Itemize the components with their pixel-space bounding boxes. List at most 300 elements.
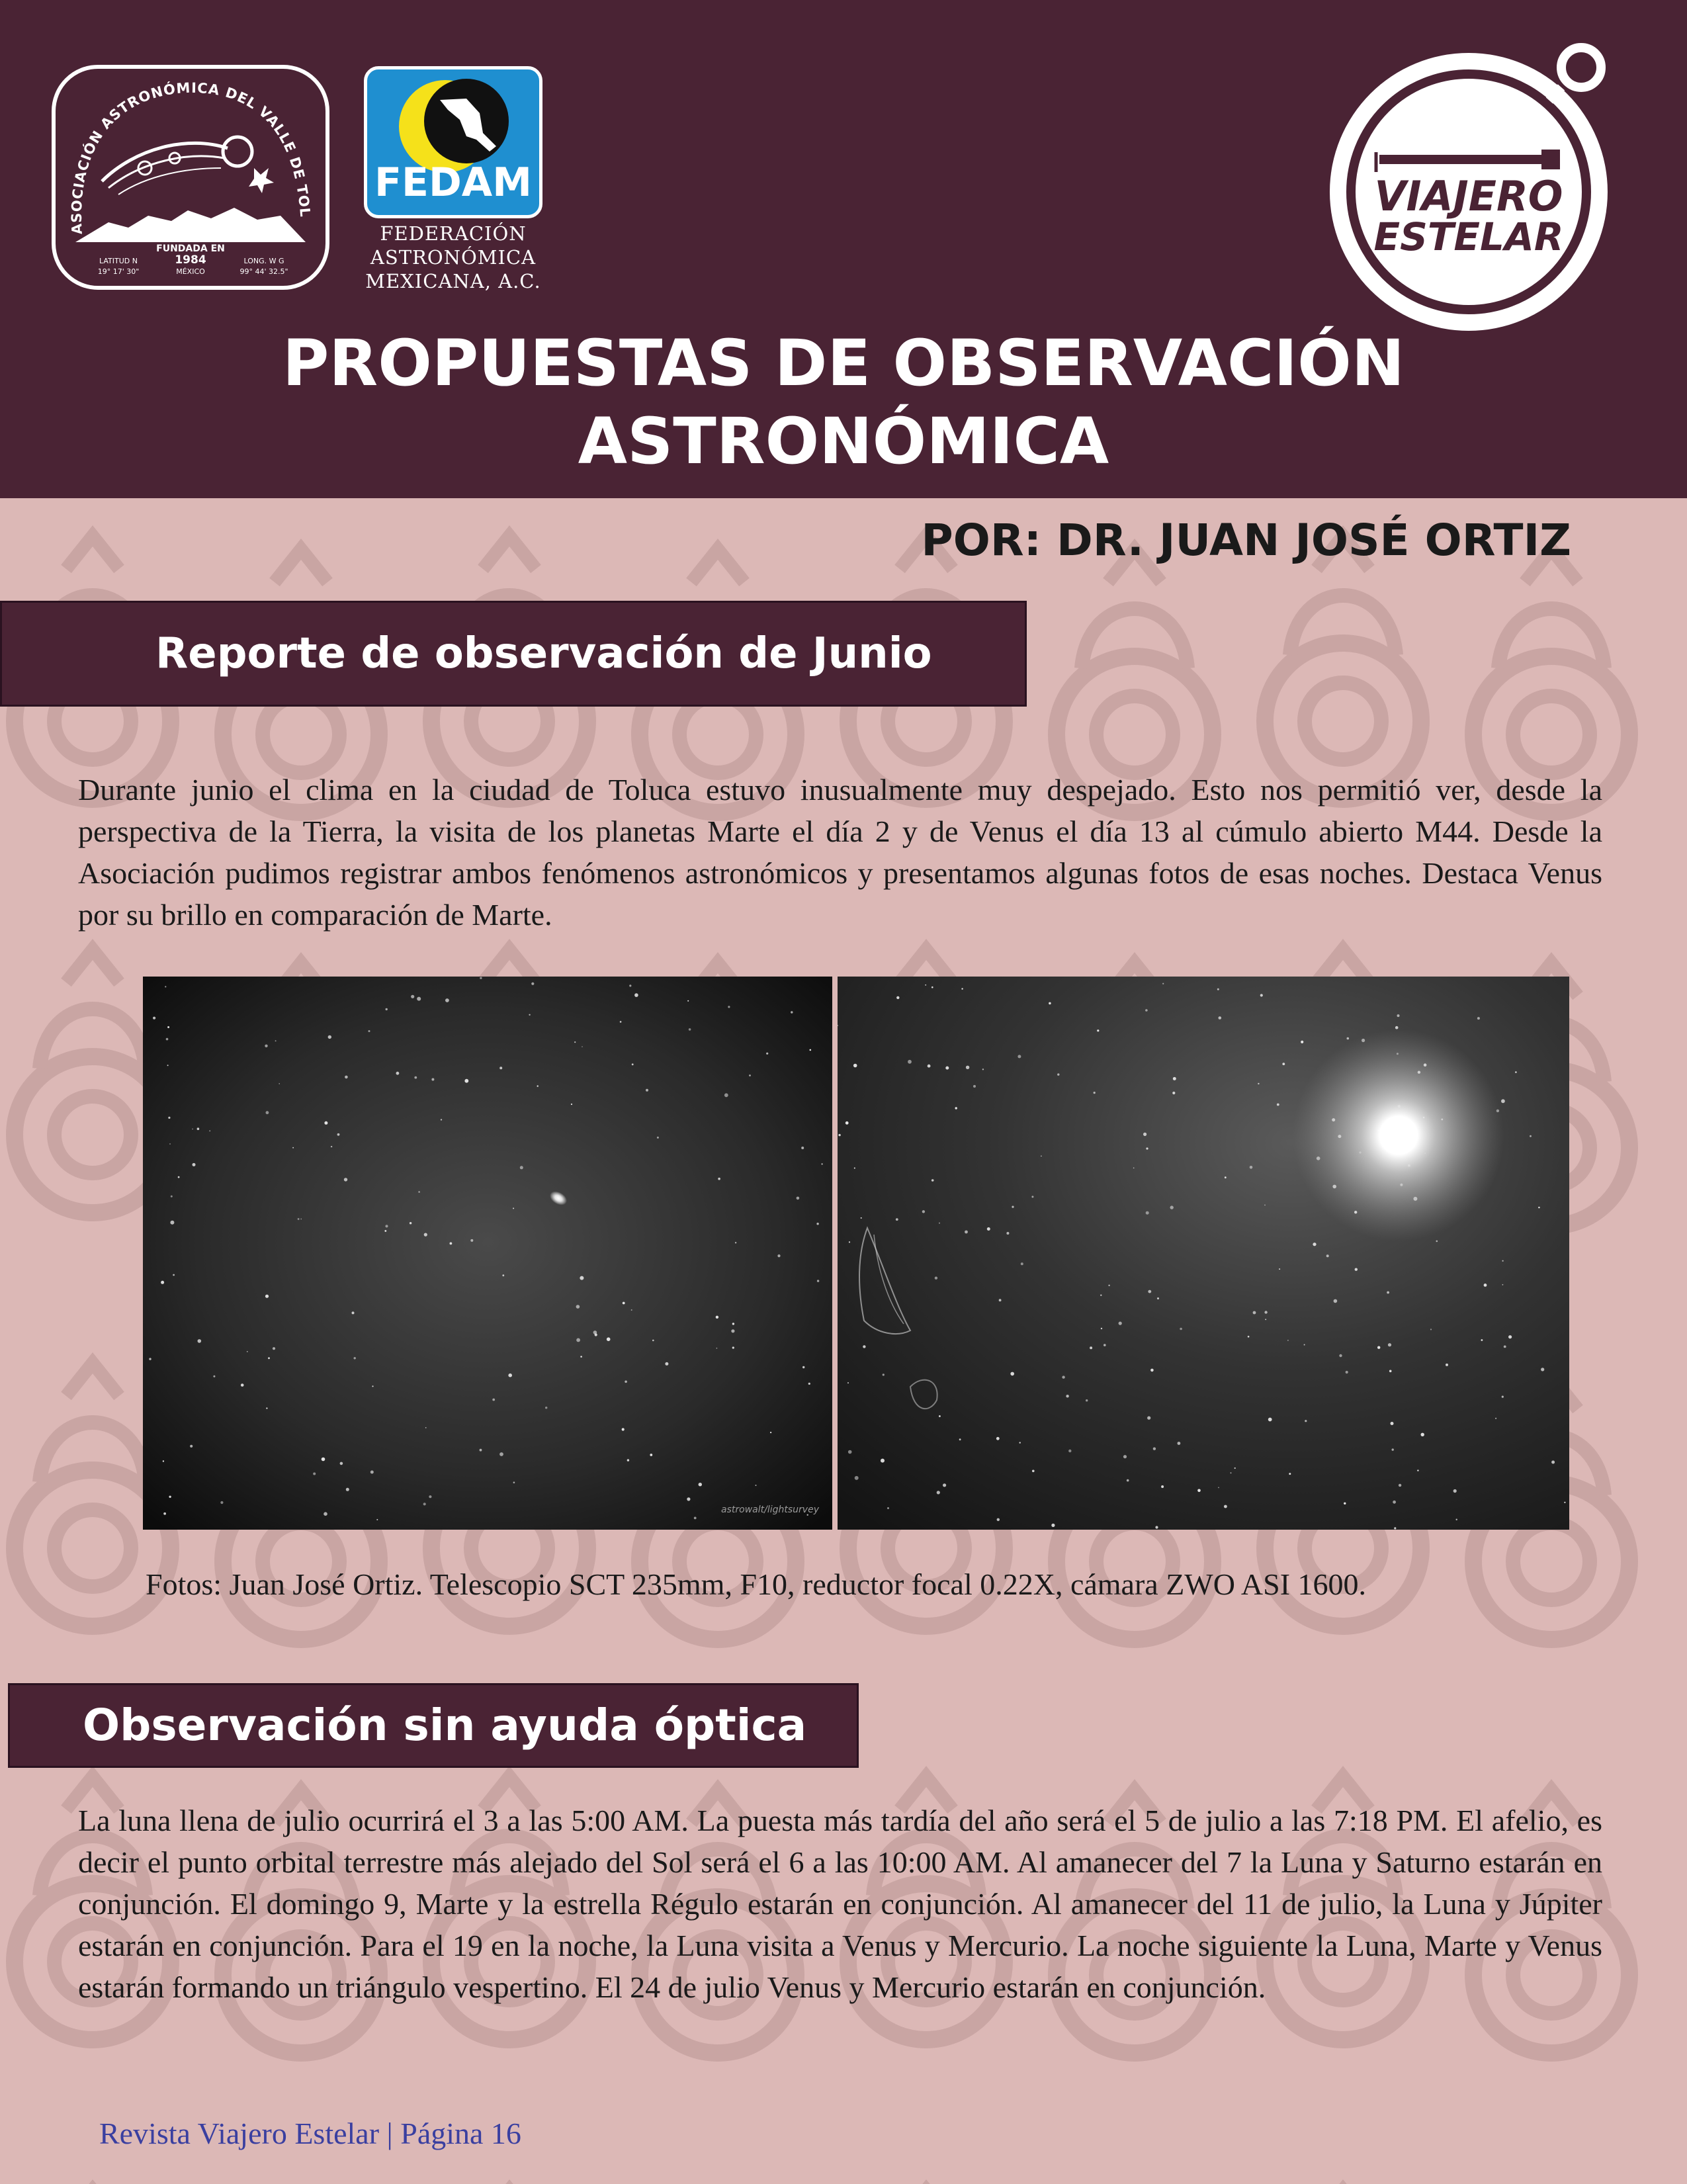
star	[429, 1495, 431, 1498]
star	[197, 1127, 200, 1130]
star	[396, 1072, 400, 1075]
venus-m44-photo	[838, 977, 1569, 1530]
star	[1127, 1479, 1129, 1482]
naked-eye-paragraph: La luna llena de julio ocurrirá el 3 a las 5:00 AM. La puesta más tardía del año será el 5 de julio a las 7:18 PM. El afelio, es decir el punto orbital terrestre más alejado del Sol será el 6 a las 10:00 AM. Al amanecer del 7 la Luna y Saturno estarán en conjunción. El domingo 9, Marte y la estrella Régulo estarán en conjunción. Al amanecer del 11 de julio, la Luna y Júpiter estarán en conjunción. Para el 19 en la noche, la Luna visita a Venus y Mercurio. La noche siguiente la Luna, Marte y Venus estarán formando un triángulo vespertino. El 24 de julio Venus y Mercurio estarán en conjunción.	[78, 1804, 1602, 2004]
star	[513, 1207, 514, 1209]
star	[1224, 1505, 1227, 1508]
star	[190, 1445, 193, 1448]
star	[1049, 1002, 1051, 1005]
star	[999, 1299, 1002, 1301]
star	[167, 1065, 169, 1066]
star	[1231, 1472, 1232, 1473]
fedam-caption-line: ASTRONÓMICA	[370, 246, 537, 269]
star	[1146, 1147, 1148, 1149]
star	[313, 1473, 316, 1475]
star	[470, 1239, 473, 1242]
star	[266, 1407, 267, 1409]
star	[1145, 1009, 1148, 1012]
star	[1564, 1502, 1565, 1503]
viajero-estelar-logo	[1317, 40, 1621, 344]
star	[1504, 1346, 1506, 1348]
avt-ring-text: ASOCIACIÓN ASTRONÓMICA DEL VALLE DE TOL	[68, 79, 314, 235]
star	[593, 1331, 597, 1334]
star	[1170, 1205, 1174, 1209]
star	[1234, 1467, 1236, 1469]
star	[1133, 1168, 1135, 1169]
star	[1377, 1346, 1380, 1349]
star	[1395, 1026, 1399, 1029]
star	[502, 1274, 504, 1276]
star	[1173, 1077, 1176, 1080]
star	[161, 1281, 164, 1284]
star	[925, 984, 926, 986]
star	[275, 1040, 277, 1041]
star	[441, 1119, 442, 1120]
star	[847, 1382, 849, 1383]
star	[718, 1178, 720, 1180]
star	[1477, 1017, 1480, 1020]
star	[627, 1459, 629, 1461]
star	[982, 1069, 984, 1070]
star	[1010, 1372, 1014, 1376]
svg-text:ASOCIACIÓN ASTRONÓMICA DEL VAL	[56, 69, 313, 235]
star	[1287, 1340, 1289, 1341]
star	[499, 1067, 502, 1069]
star	[169, 1143, 171, 1145]
star	[574, 1041, 576, 1043]
star	[1019, 1442, 1021, 1443]
star	[324, 1512, 327, 1516]
star	[845, 1121, 849, 1125]
star	[292, 1147, 294, 1149]
star	[1339, 1354, 1342, 1357]
star	[1484, 1284, 1487, 1287]
star	[149, 1358, 151, 1360]
star	[529, 1014, 530, 1016]
star	[728, 1006, 730, 1008]
star	[1399, 1484, 1401, 1487]
star	[171, 1196, 173, 1198]
star	[1346, 1371, 1348, 1374]
star	[731, 1329, 734, 1332]
star	[816, 1223, 818, 1225]
star	[1162, 983, 1164, 984]
star	[687, 1497, 690, 1501]
star	[1305, 1420, 1307, 1422]
star	[1264, 1205, 1266, 1206]
star	[531, 983, 534, 985]
star	[337, 1133, 340, 1136]
star	[896, 996, 899, 999]
star	[1326, 1254, 1329, 1257]
star	[1502, 1260, 1504, 1262]
star	[354, 1357, 356, 1359]
star	[931, 986, 933, 988]
star	[1392, 1448, 1394, 1450]
star	[838, 1134, 840, 1136]
star	[1277, 1104, 1279, 1106]
header-banner	[0, 0, 1687, 498]
star	[1097, 1029, 1099, 1031]
star	[943, 1483, 946, 1487]
star	[1541, 1368, 1544, 1371]
star	[192, 1129, 193, 1130]
star	[580, 1276, 584, 1280]
star	[385, 1225, 388, 1227]
star	[716, 1348, 718, 1349]
star	[480, 1449, 482, 1452]
star	[499, 1452, 503, 1456]
star	[1180, 1328, 1182, 1331]
star	[423, 1503, 426, 1505]
section-heading-june-report: Reporte de observación de Junio	[0, 601, 1027, 707]
star	[1143, 1133, 1146, 1136]
star	[883, 1374, 885, 1376]
star	[853, 1064, 857, 1068]
star	[863, 1345, 865, 1348]
star	[1397, 1014, 1400, 1017]
star	[855, 1476, 859, 1480]
star	[376, 1519, 378, 1520]
star	[425, 1427, 427, 1428]
star	[625, 1381, 627, 1383]
star	[1161, 1485, 1164, 1488]
star	[508, 1374, 512, 1377]
star	[279, 1083, 280, 1084]
star	[849, 1241, 850, 1243]
estelar-word: ESTELAR	[1373, 214, 1564, 259]
star	[961, 988, 963, 989]
star	[1094, 1092, 1096, 1094]
star	[1501, 1099, 1505, 1103]
avt-founded-year: 1984	[175, 253, 206, 267]
star	[166, 1038, 169, 1041]
star	[418, 1191, 420, 1193]
star	[687, 1000, 689, 1002]
star	[266, 1111, 269, 1114]
star	[173, 1274, 175, 1276]
star	[694, 1517, 697, 1520]
star	[1253, 1311, 1256, 1315]
star	[1225, 1176, 1227, 1178]
star	[340, 1462, 343, 1465]
star	[209, 1130, 210, 1131]
star	[770, 1432, 771, 1433]
page-title	[0, 324, 1687, 480]
page-title-line-1: PROPUESTAS DE OBSERVACIÓN	[282, 326, 1405, 400]
pattern-ring	[1265, 536, 1421, 799]
avt-place: MÉXICO	[176, 267, 205, 276]
star	[997, 1518, 1000, 1521]
star	[965, 1231, 968, 1234]
star	[1217, 988, 1219, 990]
star	[273, 1347, 275, 1350]
avt-long-value: 99° 44' 32.5"	[239, 267, 288, 276]
star	[368, 1030, 370, 1032]
star	[241, 1383, 244, 1387]
star	[520, 1166, 523, 1169]
star	[1391, 1422, 1394, 1425]
star	[167, 1026, 169, 1028]
star	[632, 1063, 634, 1065]
star	[1017, 1055, 1021, 1058]
star	[848, 1450, 852, 1454]
star	[1041, 1156, 1042, 1157]
star	[410, 1222, 411, 1224]
star	[1301, 1041, 1303, 1043]
star	[265, 1295, 269, 1298]
star	[973, 1085, 976, 1088]
star	[802, 1366, 804, 1368]
star	[170, 1221, 174, 1225]
star	[1150, 1369, 1154, 1372]
star	[386, 1008, 388, 1010]
avt-logo	[52, 65, 329, 290]
star	[1393, 1501, 1396, 1504]
star	[1062, 1376, 1064, 1378]
star	[732, 1323, 734, 1325]
star	[1148, 1290, 1151, 1293]
star	[966, 1066, 969, 1069]
star	[1147, 1417, 1150, 1420]
star	[854, 1168, 855, 1169]
star	[163, 1512, 166, 1515]
star	[1304, 1344, 1305, 1346]
star	[344, 1178, 347, 1181]
star	[939, 1223, 940, 1224]
star	[631, 1309, 632, 1311]
star	[1250, 1166, 1253, 1169]
star	[623, 1302, 625, 1305]
avt-long-label: LONG. W G	[243, 257, 284, 265]
star	[1389, 1370, 1392, 1373]
star	[322, 1458, 325, 1462]
author-byline: POR: DR. JUAN JOSÉ ORTIZ	[921, 515, 1571, 566]
star	[657, 1137, 659, 1139]
star	[1481, 1339, 1483, 1341]
star	[370, 1471, 374, 1474]
star	[756, 1485, 757, 1486]
star	[935, 1277, 937, 1280]
star	[345, 1076, 348, 1079]
star	[1347, 1037, 1350, 1040]
star	[1421, 1433, 1424, 1436]
star	[1012, 1206, 1014, 1208]
star	[300, 1219, 302, 1220]
star	[411, 995, 414, 998]
star	[749, 1074, 751, 1076]
star	[1157, 1297, 1159, 1299]
star	[1265, 1319, 1266, 1320]
star	[887, 1507, 889, 1509]
star	[810, 1049, 812, 1051]
star	[822, 1163, 823, 1164]
fedam-word: FEDAM	[374, 159, 532, 206]
star	[1101, 1328, 1102, 1329]
star	[513, 1481, 515, 1483]
star	[1057, 1073, 1059, 1075]
star	[937, 1491, 940, 1494]
venus-planet	[1293, 1029, 1504, 1241]
star	[1446, 1364, 1448, 1366]
fedam-caption-line: MEXICANA, A.C.	[365, 270, 541, 292]
star	[1436, 1241, 1438, 1243]
star	[620, 1021, 622, 1023]
star	[996, 1437, 1000, 1440]
star	[1388, 1343, 1391, 1346]
star	[716, 1316, 718, 1319]
june-report-paragraph: Durante junio el clima en la ciudad de Toluca estuvo inusualmente muy despejado. Esto nos permitió ver, desde la perspectiva de la Tierra, la visita de los planetas Marte el día 2 y de Venus el día 13 al cúmulo abierto M44. Desde la Asociación pudimos registrar ambos fenómenos astronómicos y presentamos algunas fotos de esas noches. Destaca Venus por su brillo en comparación de Marte.	[78, 773, 1602, 932]
star	[1313, 1243, 1316, 1246]
star	[198, 1339, 202, 1343]
star	[328, 1035, 331, 1039]
star	[417, 997, 421, 1001]
star	[1530, 1135, 1532, 1137]
star	[801, 1147, 804, 1149]
star	[1430, 1329, 1432, 1330]
section-heading-naked-eye: Observación sin ayuda óptica	[8, 1683, 859, 1768]
star	[571, 1104, 572, 1105]
star	[735, 1242, 736, 1243]
star	[1264, 1311, 1267, 1313]
star	[955, 1107, 957, 1109]
star	[165, 986, 166, 987]
venus-m44-starfield	[838, 977, 1569, 1530]
star	[1155, 1526, 1158, 1528]
mars-m44-photo	[143, 977, 832, 1530]
star	[384, 1230, 386, 1232]
star	[537, 1085, 539, 1086]
star	[1218, 1487, 1219, 1489]
star	[431, 1078, 434, 1081]
star	[777, 1254, 780, 1257]
star	[298, 1218, 300, 1220]
star	[808, 1383, 810, 1385]
star	[1502, 1284, 1504, 1286]
star	[1051, 1524, 1055, 1527]
star	[178, 1176, 180, 1178]
star	[1090, 1346, 1092, 1349]
star	[987, 1227, 990, 1231]
star	[689, 1028, 691, 1031]
star	[650, 1454, 652, 1456]
star	[1178, 1442, 1181, 1445]
star	[450, 1243, 453, 1245]
star	[665, 1362, 668, 1366]
star	[576, 1305, 580, 1309]
star	[1344, 1503, 1346, 1505]
star	[1032, 1470, 1035, 1473]
fedam-emblem	[367, 73, 539, 173]
star	[445, 998, 449, 1002]
star	[464, 1079, 468, 1083]
star	[861, 1217, 862, 1219]
star	[265, 1045, 267, 1047]
viajero-word: VIAJERO	[1374, 172, 1563, 220]
star	[492, 1399, 495, 1401]
star	[1453, 1489, 1457, 1493]
star	[247, 1351, 248, 1352]
avt-lat-value: 19° 17' 30"	[97, 267, 140, 276]
star	[699, 1483, 702, 1486]
star	[1334, 1299, 1338, 1303]
mars-m44-starfield	[143, 977, 832, 1530]
star	[1146, 1211, 1149, 1215]
star	[1108, 1285, 1109, 1286]
avt-logo-art	[56, 69, 325, 286]
star	[1248, 1336, 1250, 1338]
star	[791, 1011, 793, 1013]
star	[324, 1121, 327, 1125]
avt-lat-label: LATITUD N	[99, 257, 138, 265]
star	[1100, 1295, 1102, 1296]
star	[163, 1460, 164, 1462]
star	[766, 1053, 768, 1055]
star	[1006, 1232, 1009, 1235]
star	[545, 1407, 547, 1409]
star	[193, 1163, 196, 1166]
star	[1268, 1418, 1272, 1422]
star	[1260, 994, 1263, 996]
star	[1456, 1519, 1457, 1520]
star	[414, 1076, 417, 1079]
star	[331, 1146, 332, 1147]
page-title-line-2: ASTRONÓMICA	[578, 404, 1109, 478]
star	[169, 1496, 171, 1498]
fedam-caption-line: FEDERACIÓN	[380, 222, 527, 245]
star	[1119, 1322, 1122, 1325]
star	[945, 1067, 949, 1070]
star	[1495, 1418, 1496, 1419]
star	[629, 984, 631, 986]
star	[896, 1218, 898, 1221]
star	[1355, 1268, 1358, 1271]
star	[652, 1340, 654, 1342]
star	[1508, 1335, 1512, 1338]
star	[1086, 1399, 1088, 1401]
star	[1515, 1071, 1517, 1073]
star	[724, 1093, 728, 1097]
star	[580, 1356, 582, 1358]
star	[1103, 1344, 1106, 1346]
star	[928, 1065, 931, 1068]
star	[922, 1210, 925, 1213]
star	[1282, 1063, 1285, 1065]
star	[646, 1089, 648, 1092]
star	[1551, 1461, 1555, 1464]
star	[1502, 1396, 1504, 1398]
photo-caption: Fotos: Juan José Ortiz. Telescopio SCT 235mm, F10, reductor focal 0.22X, cámara ZWO ASI 1600.	[146, 1567, 1367, 1601]
star	[1172, 1092, 1175, 1094]
star	[1219, 1016, 1222, 1020]
star	[732, 1346, 734, 1348]
star	[1068, 1450, 1071, 1452]
star	[153, 1017, 155, 1020]
star	[213, 1376, 215, 1377]
star	[1123, 1455, 1127, 1458]
star	[607, 1337, 611, 1341]
fedam-logo	[364, 66, 542, 218]
star	[372, 1385, 373, 1387]
star	[168, 1117, 170, 1119]
fedam-caption	[344, 222, 562, 293]
star	[908, 1060, 912, 1064]
star	[268, 1357, 270, 1359]
avt-founded-label: FUNDADA EN	[156, 243, 225, 254]
star	[1417, 1469, 1418, 1471]
star	[817, 1280, 819, 1282]
star	[959, 1438, 961, 1440]
